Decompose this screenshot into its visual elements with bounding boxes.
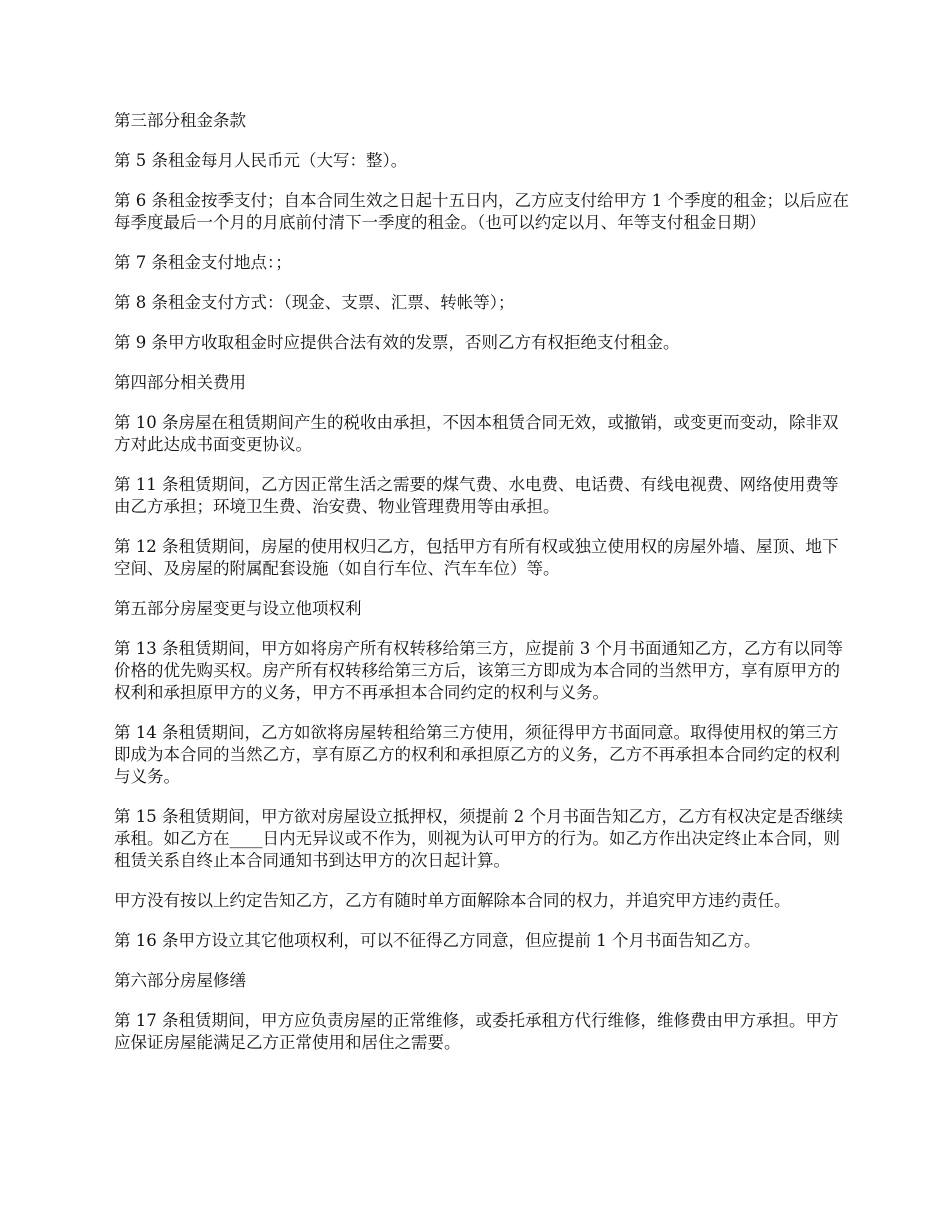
clause-14: 第 14 条租赁期间，乙方如欲将房屋转租给第三方使用，须征得甲方书面同意。取得使用权的第三方即成为本合同的当然乙方，享有原乙方的权利和承担原乙方的义务，乙方不再承担本合同约定的权利与义务。 (114, 723, 840, 786)
clause-8: 第 8 条租金支付方式：（现金、支票、汇票、转帐等）； (114, 293, 515, 312)
document-body (114, 110, 854, 1072)
clause-6: 第 6 条租金按季支付；自本合同生效之日起十五日内，乙方应支付给甲方 1 个季度的租金；以后应在每季度最后一个月的月底前付清下一季度的租金。（也可以约定以月、年等支付租金日期） (114, 191, 849, 232)
clause-11: 第 11 条租赁期间，乙方因正常生活之需要的煤气费、水电费、电话费、有线电视费、网络使用费等由乙方承担；环境卫生费、治安费、物业管理费用等由承担。 (114, 475, 839, 516)
clause-13: 第 13 条租赁期间，甲方如将房产所有权转移给第三方，应提前 3 个月书面通知乙方，乙方有以同等价格的优先购买权。房产所有权转移给第三方后，该第三方即成为本合同的当然甲方，享有原甲方的权利和承担原甲方的义务，甲方不再承担本合同约定的权利与义务。 (114, 639, 843, 702)
section-heading-part-5: 第五部分房屋变更与设立他项权利 (114, 599, 362, 618)
clause-17: 第 17 条租赁期间，甲方应负责房屋的正常维修，或委托承租方代行维修，维修费由甲方承担。甲方应保证房屋能满足乙方正常使用和居住之需要。 (114, 1011, 839, 1052)
clause-15: 第 15 条租赁期间，甲方欲对房屋设立抵押权，须提前 2 个月书面告知乙方，乙方有权决定是否继续承租。如乙方在____日内无异议或不作为，则视为认可甲方的行为。如乙方作出决定终止本合同，则租赁关系自终止本合同通知书到达甲方的次日起计算。 (114, 807, 843, 870)
section-heading-part-3: 第三部分租金条款 (114, 111, 246, 130)
clause-5: 第 5 条租金每月人民币元（大写：整）。 (114, 151, 408, 170)
section-heading-part-6: 第六部分房屋修缮 (114, 971, 246, 990)
clause-7: 第 7 条租金支付地点：； (114, 253, 292, 272)
clause-9: 第 9 条甲方收取租金时应提供合法有效的发票，否则乙方有权拒绝支付租金。 (114, 333, 680, 352)
clause-10: 第 10 条房屋在租赁期间产生的税收由承担，不因本租赁合同无效，或撤销，或变更而变动，除非双方对此达成书面变更协议。 (114, 413, 839, 454)
clause-16: 第 16 条甲方设立其它他项权利，可以不征得乙方同意，但应提前 1 个月书面告知乙方。 (114, 931, 761, 950)
section-heading-part-4: 第四部分相关费用 (114, 373, 246, 392)
clause-12: 第 12 条租赁期间，房屋的使用权归乙方，包括甲方有所有权或独立使用权的房屋外墙、屋顶、地下空间、及房屋的附属配套设施（如自行车位、汽车车位）等。 (114, 537, 839, 578)
clause-15-supplement: 甲方没有按以上约定告知乙方，乙方有随时单方面解除本合同的权力，并追究甲方违约责任。 (114, 891, 791, 910)
